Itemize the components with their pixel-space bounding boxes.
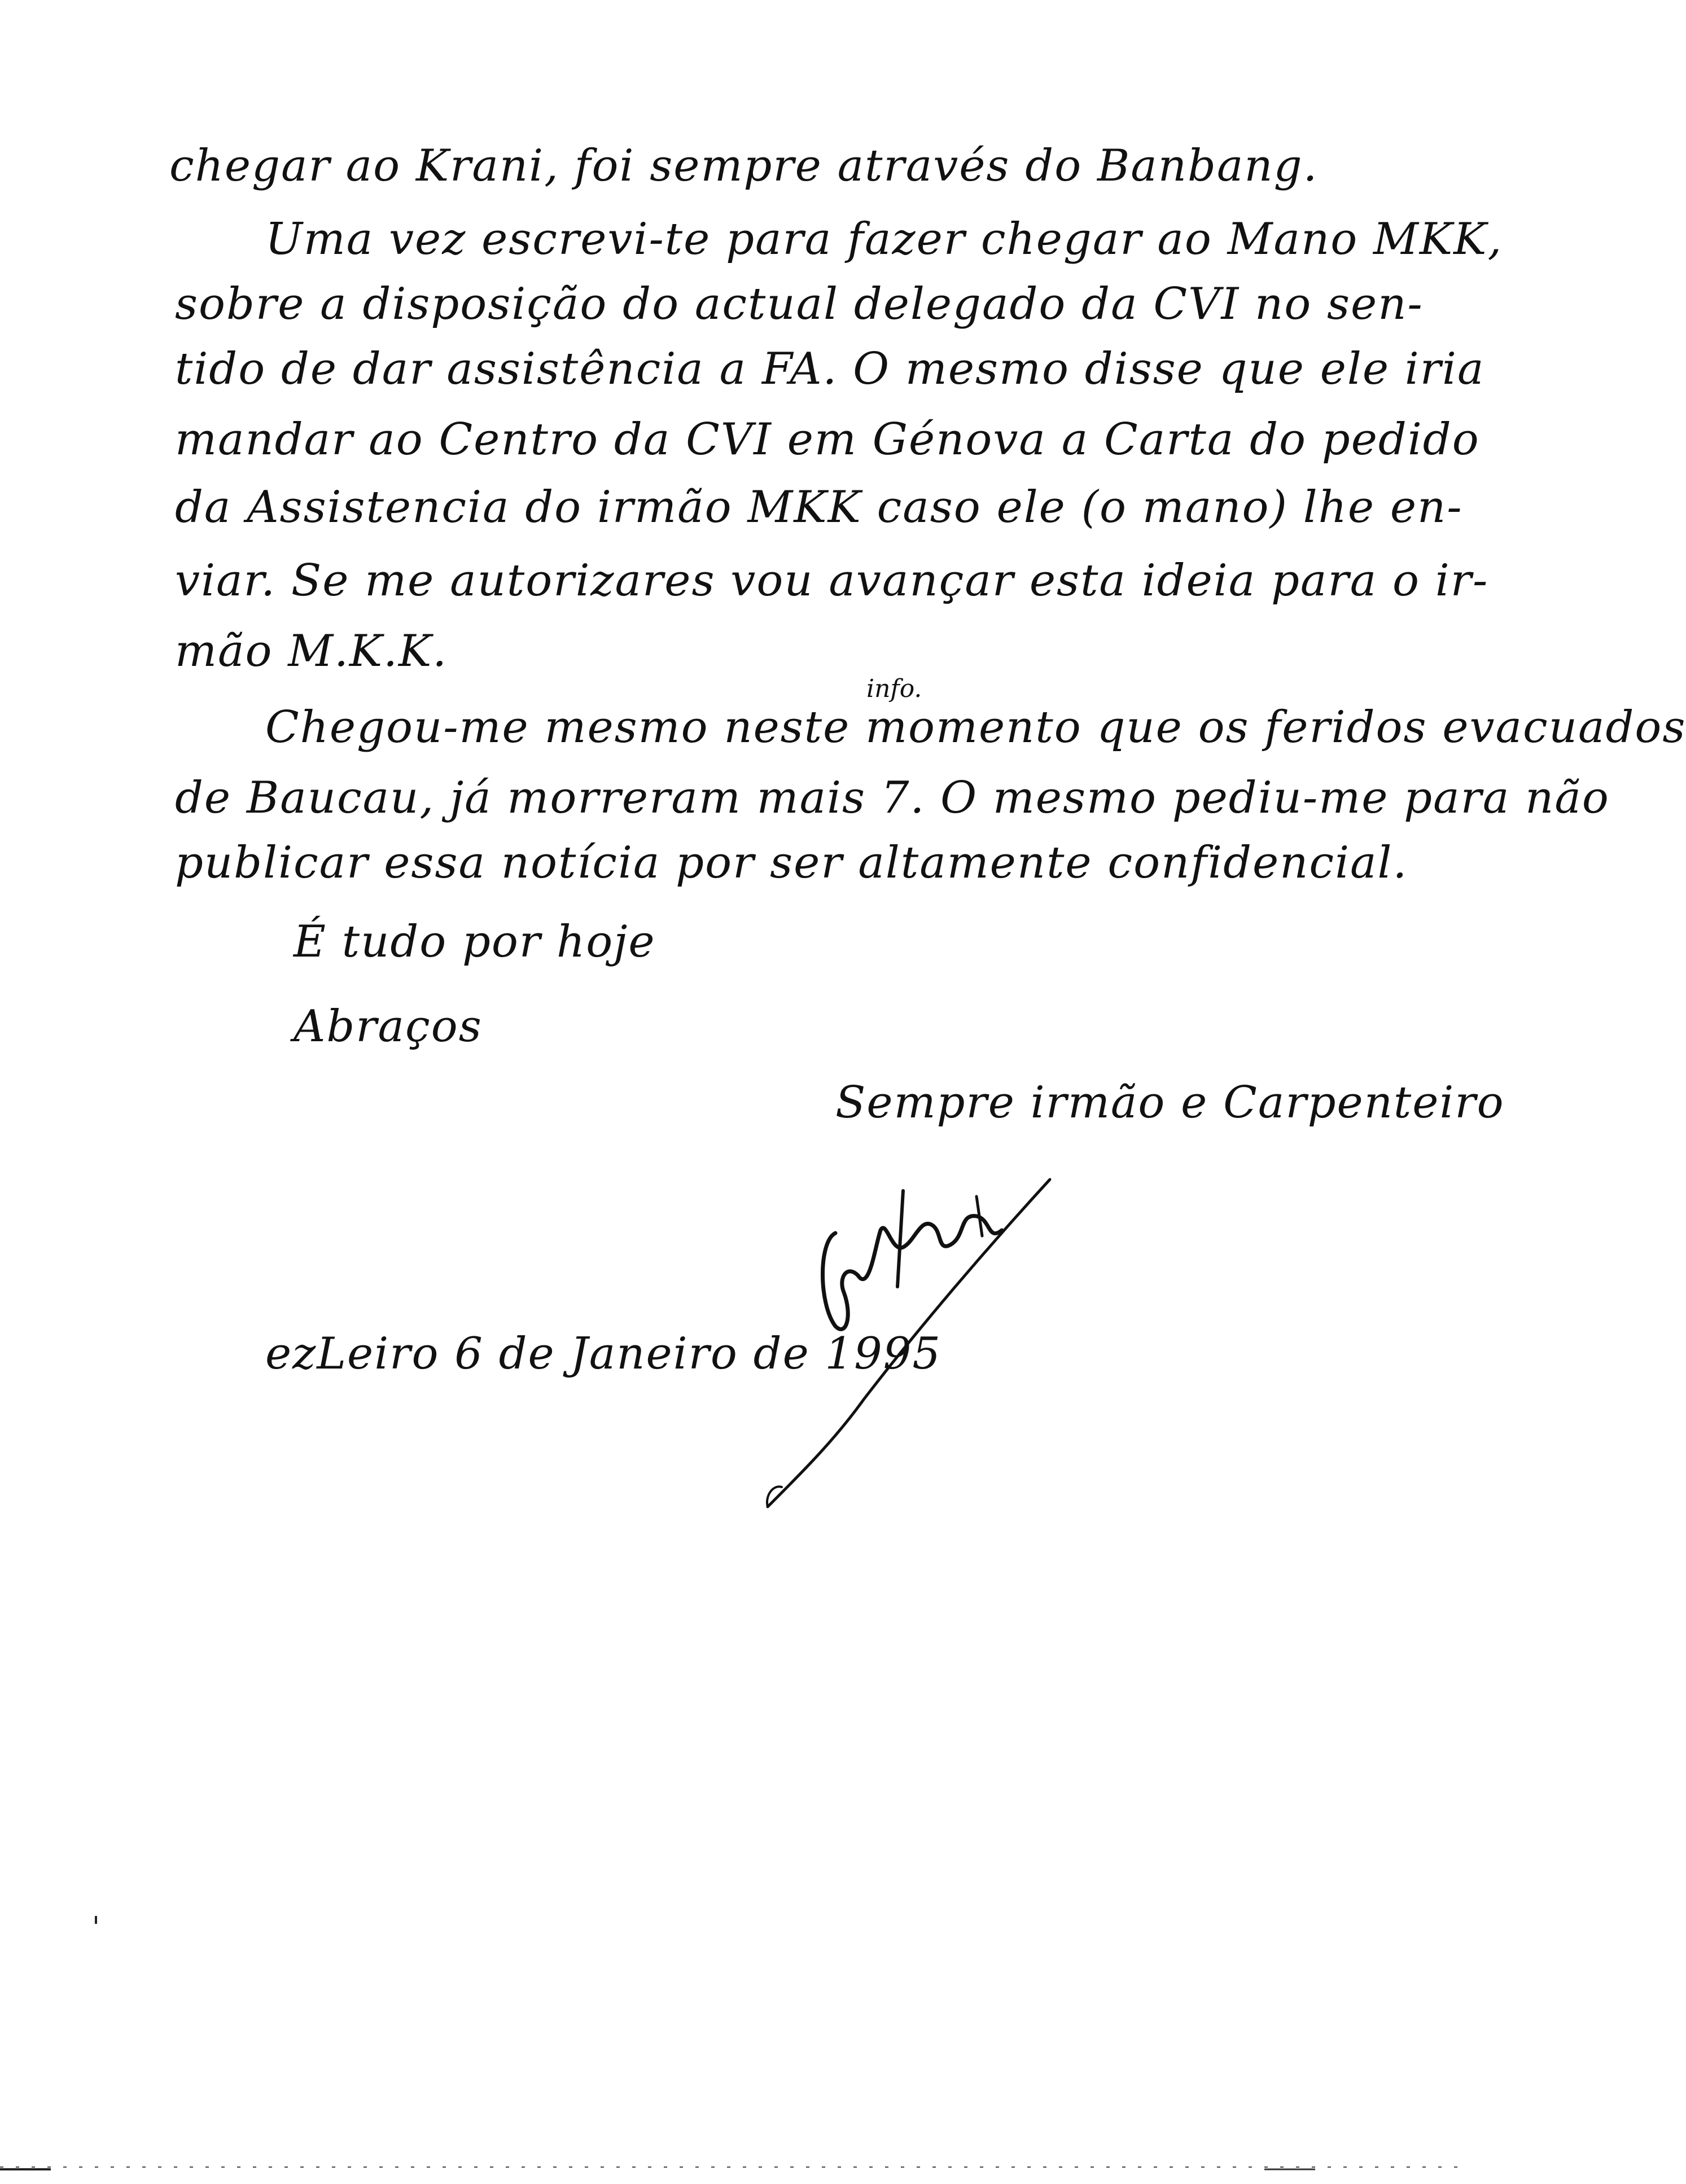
letter-line-7: viar. Se me autorizares vou avançar esta ideia para o ir- [175, 555, 1489, 606]
place-date-line: ezLeiro 6 de Janeiro de 1995 [265, 1328, 942, 1379]
letter-line-5: mandar ao Centro da CVI em Génova a Carta do pedido [175, 414, 1480, 465]
letter-line-11: publicar essa notícia por ser altamente confidencial. [175, 837, 1408, 888]
letter-line-12: É tudo por hoje [294, 916, 656, 967]
letter-line-8: mão M.K.K. [175, 626, 448, 677]
letter-line-6: da Assistencia do irmão MKK caso ele (o mano) lhe en- [175, 482, 1463, 533]
letter-line-3: sobre a disposição do actual delegado da CVI no sen- [175, 279, 1424, 330]
letter-line-1: chegar ao Krani, foi sempre através do Banbang. [169, 141, 1319, 191]
letter-line-9: Chegou-me mesmo neste momento que os feridos evacuados [265, 702, 1686, 753]
scan-bottom-edge [0, 2166, 1463, 2175]
letter-line-2: Uma vez escrevi-te para fazer chegar ao Mano MKK, [265, 214, 1503, 265]
closing-line: Sempre irmão e Carpenteiro [835, 1077, 1505, 1128]
letter-line-4: tido de dar assistência a FA. O mesmo disse que ele iria [175, 344, 1485, 394]
insertion-note: info. [866, 674, 922, 703]
letter-line-13: Abraços [294, 1001, 483, 1052]
scan-mark [95, 1916, 97, 1924]
letter-line-10: de Baucau, já morreram mais 7. O mesmo pediu-me para não [175, 773, 1610, 823]
